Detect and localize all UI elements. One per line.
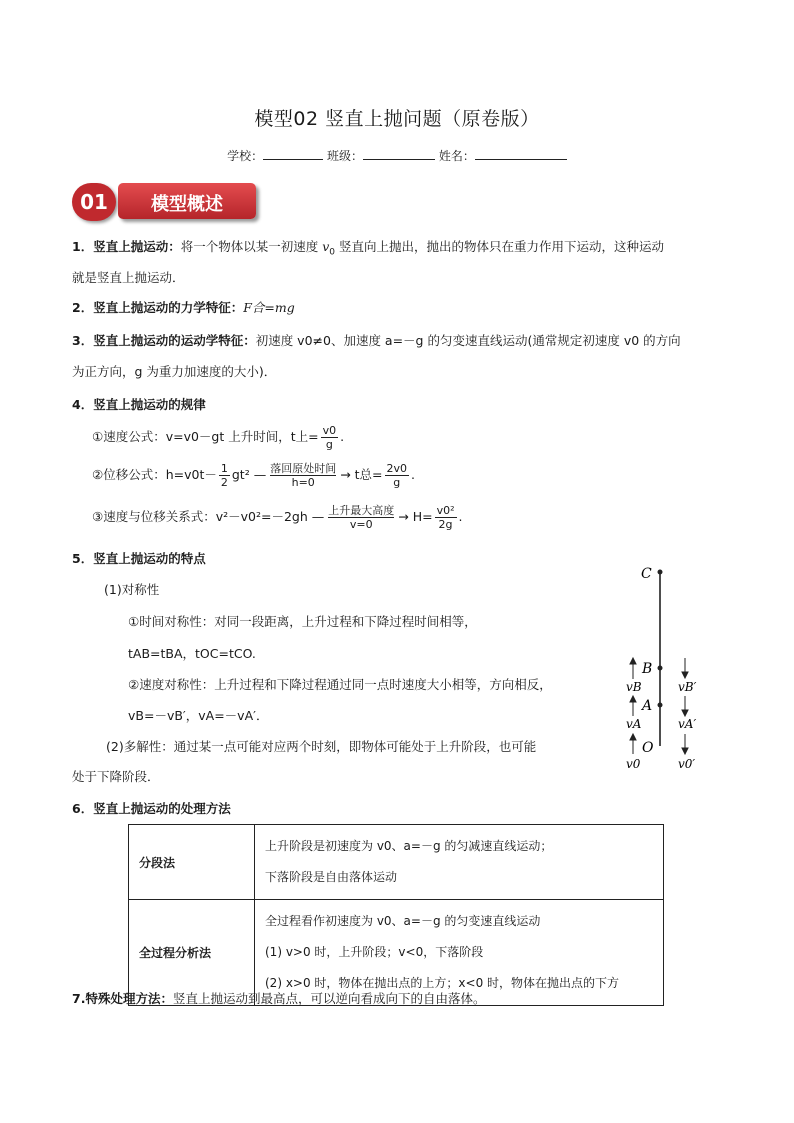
up-velocity-b-label: vB — [626, 680, 642, 694]
total-time-fraction — [385, 462, 410, 489]
up-arrow-a-head — [630, 696, 636, 702]
method-line: 下落阶段是自由落体运动 — [265, 870, 398, 884]
up-velocity-o-label: v0 — [626, 757, 641, 771]
page-title: 模型02 竖直上抛问题（原卷版） — [254, 108, 540, 130]
item-6-heading: 6．竖直上抛运动的处理方法 — [72, 801, 231, 816]
time-symmetry: ①时间对称性：对同一段距离，上升过程和下降过程时间相等， — [128, 614, 477, 629]
down-arrows — [682, 658, 688, 754]
return-time-value: h=0 — [291, 476, 315, 489]
item-5-heading: 5．竖直上抛运动的特点 — [72, 551, 206, 566]
item-7-text: 竖直上抛运动到最高点，可以逆向看成向下的自由落体。 — [172, 991, 486, 1006]
max-height-denominator: 2g — [438, 518, 453, 531]
section-title-banner — [118, 183, 256, 219]
school-label: 学校： — [227, 149, 264, 163]
max-height-numerator: v0² — [436, 504, 455, 517]
displacement-formula: ②位移公式：h=v0t－ $\frac{1}{2}$ gt² — 落回原处时间 h=0 → t总= $\frac{2v0}{g}$ . — [92, 462, 416, 489]
item-1: 1．竖直上抛运动：将一个物体以某一初速度 $v_0$ 竖直向上抛出，抛出的物体只在重力作用下运动，这种运动 — [72, 239, 664, 258]
point-o-label: O — [642, 740, 654, 756]
velocity-symmetry-equation: vB=－vB′，vA=－vA′． — [128, 708, 269, 723]
displacement-formula-text: ②位移公式：h=v0t－ — [92, 467, 217, 482]
up-arrow-b-head — [630, 658, 636, 664]
item-1-text-a: 将一个物体以某一初速度 — [180, 239, 319, 254]
multiple-solutions: (2)多解性：通过某一点可能对应两个时刻，即物体可能处于上升阶段，也可能 — [106, 739, 537, 754]
item-7-heading: 7.特殊处理方法： — [72, 991, 173, 1006]
item-3-heading: 3．竖直上抛运动的运动学特征： — [72, 333, 256, 348]
velocity-displacement-formula: ③速度与位移关系式：v²－v0²=－2gh — 上升最大高度 v=0 → H= $\frac{\text{v0²}}{2g}$ . — [92, 504, 463, 531]
down-velocity-b-label: vB′ — [678, 680, 697, 694]
method-line: 上升阶段是初速度为 v0、a=－g 的匀减速直线运动； — [265, 839, 553, 853]
class-label: 班级： — [326, 149, 363, 163]
point-b-dot — [658, 666, 663, 671]
max-height-condition: 上升最大高度 — [328, 504, 395, 517]
return-time-condition: 落回原处时间 — [270, 462, 337, 475]
table-row — [129, 825, 664, 900]
school-blank — [263, 148, 323, 160]
point-c-dot — [658, 570, 663, 575]
method-line: (2) x>0 时，物体在抛出点的上方；x<0 时，物体在抛出点的下方 — [265, 976, 620, 990]
section-number-badge — [72, 183, 116, 221]
velocity-formula-text: ①速度公式：v=v0－gt 上升时间，t上= — [92, 429, 319, 444]
down-velocity-o-label: v0′ — [678, 757, 696, 771]
max-height-fraction — [435, 504, 457, 531]
symmetry-heading: (1)对称性 — [104, 582, 160, 597]
down-velocity-a-label: vA′ — [678, 717, 697, 731]
item-3-text-a: 初速度 v0≠0、加速度 a=－g 的匀变速直线运动(通常规定初速度 v0 的方向 — [255, 333, 681, 348]
motion-diagram — [606, 560, 716, 775]
point-a-dot — [658, 703, 663, 708]
half-denominator: 2 — [220, 476, 228, 489]
down-arrow-o-head — [682, 748, 688, 754]
method-line: 全过程看作初速度为 v0、a=－g 的匀变速直线运动 — [265, 914, 541, 928]
class-blank — [363, 148, 435, 160]
max-height-value: v=0 — [349, 518, 373, 531]
total-time-label: t总= — [354, 467, 383, 482]
total-time-numerator: 2v0 — [386, 462, 408, 475]
half-numerator: 1 — [220, 462, 228, 475]
name-label: 姓名： — [438, 149, 475, 163]
max-height-arrow — [328, 504, 394, 531]
rise-time-numerator: v0 — [322, 424, 337, 437]
multiple-solutions-cont: 处于下降阶段． — [72, 769, 160, 784]
displacement-formula-tail: gt² — [231, 467, 250, 482]
item-2 — [72, 299, 295, 317]
half-fraction — [219, 462, 230, 489]
up-velocity-a-label: vA — [626, 717, 642, 731]
item-2-formula: F合=mg — [243, 300, 295, 315]
section-number: 01 — [80, 190, 108, 214]
section-title: 模型概述 — [151, 194, 223, 215]
return-time-arrow — [270, 462, 336, 489]
point-a-label: A — [642, 698, 653, 714]
item-2-heading: 2．竖直上抛运动的力学特征： — [72, 300, 244, 315]
method-line: (1) v>0 时，上升阶段；v<0，下落阶段 — [265, 945, 484, 959]
total-time-denominator: g — [393, 476, 401, 489]
name-blank — [475, 148, 567, 160]
down-arrow-a-head — [682, 710, 688, 716]
velocity-formula: ①速度公式：v=v0－gt 上升时间，t上= $\frac{v0}{g}$ . — [92, 424, 345, 451]
item-3 — [72, 332, 681, 350]
method-name: 全过程分析法 — [129, 900, 255, 1006]
methods-table — [128, 824, 664, 1006]
item-1-heading: 1．竖直上抛运动： — [72, 239, 181, 254]
item-3-cont: 为正方向，g 为重力加速度的大小)． — [72, 364, 277, 379]
velocity-displacement-text: ③速度与位移关系式：v²－v0²=－2gh — [92, 509, 308, 524]
point-c-label: C — [641, 566, 652, 582]
student-info-line — [0, 147, 794, 164]
up-arrow-o-head — [630, 734, 636, 740]
up-arrows — [630, 658, 636, 754]
velocity-symmetry: ②速度对称性：上升过程和下降过程通过同一点时速度大小相等，方向相反， — [128, 677, 552, 692]
down-arrow-b-head — [682, 672, 688, 678]
method-name: 分段法 — [129, 825, 255, 900]
item-1-cont: 就是竖直上抛运动． — [72, 270, 185, 285]
item-4-heading: 4．竖直上抛运动的规律 — [72, 397, 206, 412]
rise-time-fraction — [321, 424, 339, 451]
item-7 — [72, 990, 485, 1008]
rise-time-denominator: g — [325, 438, 333, 451]
item-1-text-b: 竖直向上抛出，抛出的物体只在重力作用下运动，这种运动 — [338, 239, 664, 254]
time-symmetry-equation: tAB=tBA，tOC=tCO. — [128, 646, 256, 661]
point-b-label: B — [642, 661, 653, 677]
max-height-label: H= — [412, 509, 433, 524]
method-content — [255, 825, 664, 900]
